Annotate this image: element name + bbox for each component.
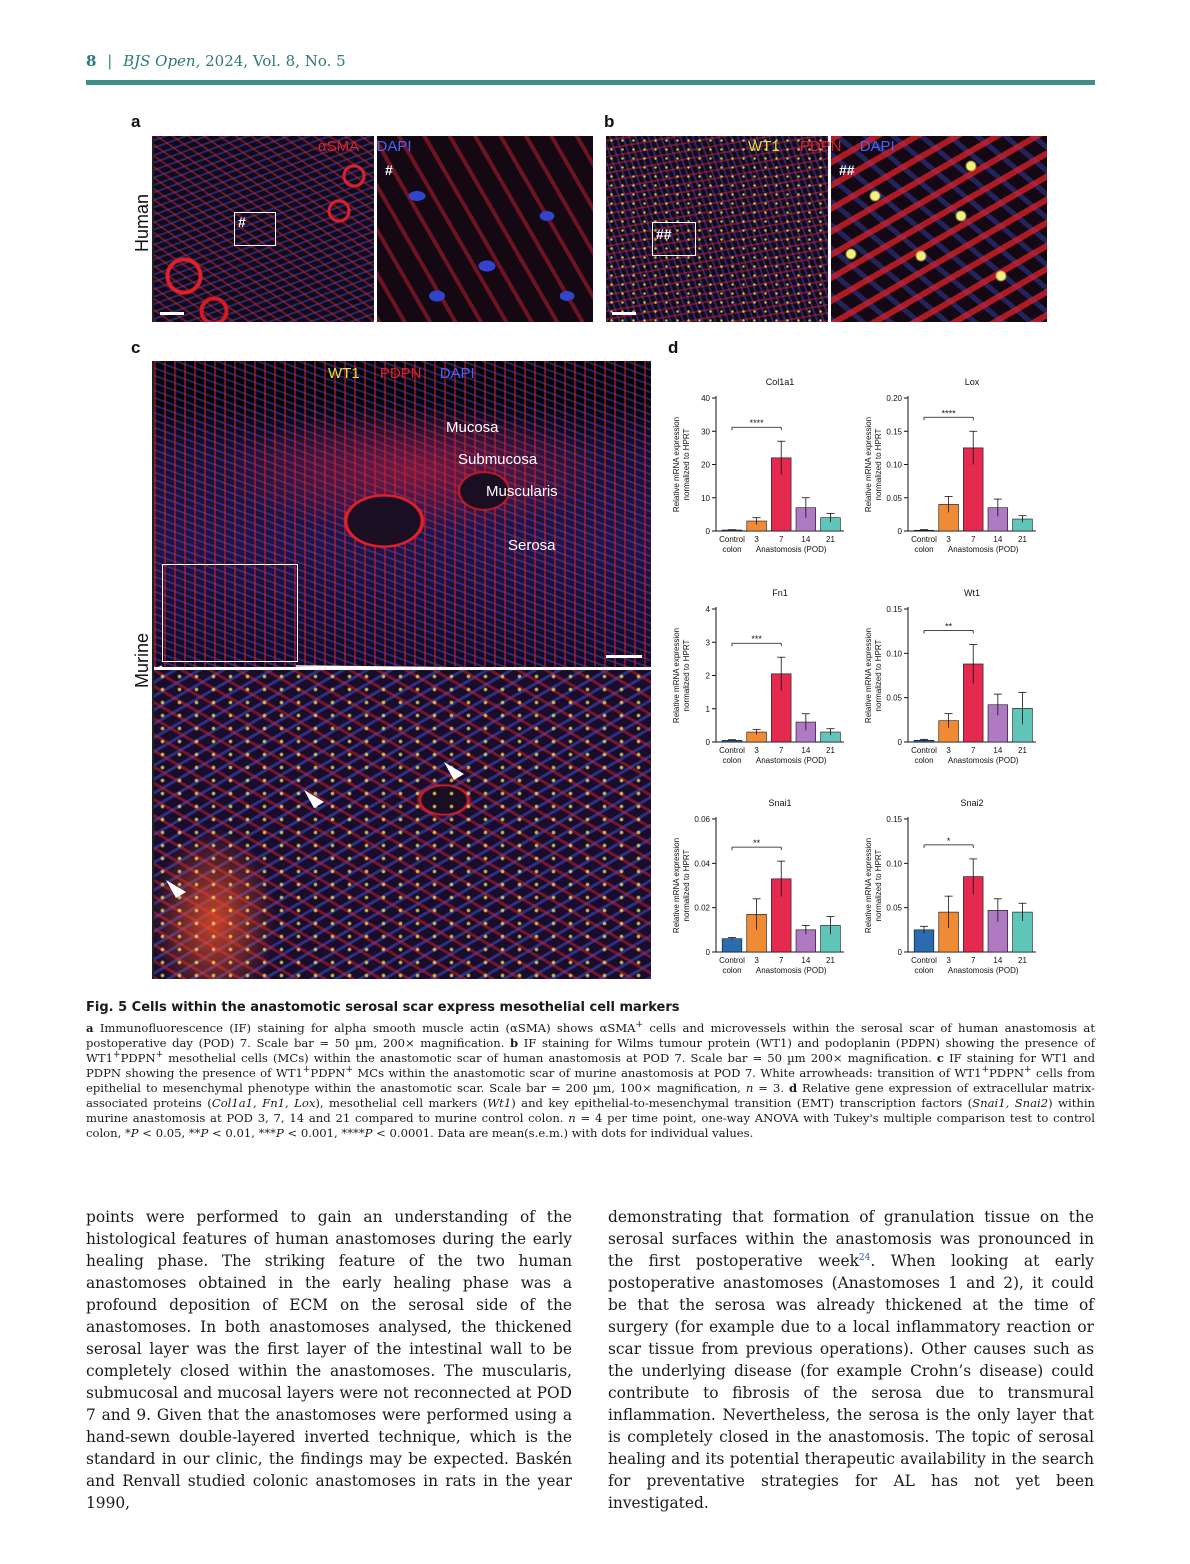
- chart-title: Snai2: [960, 798, 984, 808]
- chart-ytick-label: 30: [701, 427, 710, 437]
- chart-svg: [666, 793, 856, 989]
- arrowhead-1: [304, 790, 324, 808]
- chart-xtick-label: 14: [993, 746, 1003, 755]
- chart-ylabel: [672, 417, 691, 512]
- caption-segment: c: [936, 1051, 944, 1065]
- chart-ylabel: [864, 417, 883, 512]
- chart-title: Lox: [964, 377, 980, 387]
- caption-segment: Snai1, Snai2: [972, 1096, 1049, 1110]
- chart-xlabel: Anastomosis (POD): [755, 756, 827, 765]
- chart-ylabel-line: normalized to HPRT: [682, 428, 691, 501]
- chart-xtick-label: 14: [993, 535, 1003, 544]
- chart-xtick-label: Control: [911, 746, 937, 755]
- chart-svg: [858, 372, 1048, 568]
- layer-muscularis: Muscularis: [486, 483, 558, 500]
- chart-ylabel: [864, 838, 883, 933]
- chart-xtick-label: 14: [801, 746, 811, 755]
- chart-xtick-label: 21: [1018, 535, 1027, 544]
- chart-ytick-label: 2: [705, 671, 710, 681]
- caption-segment: +: [113, 1050, 121, 1061]
- caption-segment: Immunofluorescence (IF) staining for alpha smooth muscle actin (αSMA) shows αSMA: [93, 1021, 636, 1035]
- chart-ytick-label: 1: [705, 704, 710, 714]
- chart-ylabel-line: normalized to HPRT: [682, 639, 691, 712]
- caption-segment: +: [1024, 1065, 1032, 1076]
- arrowhead-3: [166, 880, 186, 898]
- chart-significance: ****: [941, 408, 956, 419]
- chart-xtick-label: Control: [911, 956, 937, 965]
- chart-xtick-label: 21: [1018, 956, 1027, 965]
- caption-segment: P: [130, 1126, 139, 1140]
- chart-ylabel: [672, 838, 691, 933]
- body-paragraph-left: points were performed to gain an understanding of the histological features of human anastomoses during the early healing phase. The striking feature of the two human anastomoses obtained in the early healing phase was a profound deposition of ECM on the serosal side of the anastomoses. In both anastomoses analysed, the thickened serosal layer was the first layer of the intestinal wall to be completely closed within the anastomoses. The muscularis, submucosal and mucosal layers were not reconnected at POD 7 and 9. Given that the anastomoses were performed using a hand-sewn double-layered inverted technique, which is the standard in our clinic, the findings may be expected. Baskén and Renvall studied colonic anastomoses in rats in the year 1990,: [86, 1208, 572, 1512]
- roi-mark-b: ##: [656, 226, 672, 242]
- chart-xtick-label: Control: [719, 956, 745, 965]
- caption-segment: = 4 per time point, one-way ANOVA with Tukey's multiple comparison test to control colon, *: [86, 1111, 1095, 1140]
- caption-segment: = 3.: [753, 1081, 789, 1095]
- chart-ytick-label: 0: [705, 948, 710, 957]
- chart-ytick-label: 0.10: [886, 859, 902, 869]
- panel-b-label: b: [604, 112, 615, 131]
- chart-ylabel-line: Relative mRNA expression: [672, 837, 681, 934]
- panel-a-channels: [318, 138, 412, 155]
- human-row-label: Human: [132, 193, 152, 252]
- channel-asma: αSMA: [318, 138, 359, 155]
- chart-ylabel-line: Relative mRNA expression: [672, 627, 681, 724]
- panel-c-channels: [328, 365, 475, 382]
- caption-segment: b: [510, 1036, 519, 1050]
- chart-ytick-label: 0: [897, 948, 902, 957]
- chart-xtick-label: 7: [971, 746, 976, 755]
- chart-title: Wt1: [963, 588, 981, 598]
- chart-xtick-label: 14: [801, 956, 811, 965]
- caption-segment: ), mesothelial cell markers (: [315, 1096, 488, 1110]
- chart-xtick-label: colon: [914, 756, 934, 765]
- chart-svg: [858, 793, 1048, 989]
- chart-ylabel: [864, 628, 883, 723]
- roi-mark-a: #: [238, 214, 246, 230]
- caption-segment: +: [155, 1050, 164, 1061]
- scale-bar-b: [612, 312, 636, 315]
- chart-xtick-label: 7: [779, 956, 784, 965]
- chart-ytick-label: 0.15: [886, 815, 902, 824]
- caption-segment: a: [86, 1021, 94, 1035]
- chart-xtick-label: colon: [722, 966, 742, 975]
- chart-xtick-label: 21: [1018, 746, 1027, 755]
- chart-bar: [722, 939, 742, 952]
- chart-xtick-label: colon: [722, 756, 742, 765]
- arrowheads: [154, 670, 651, 979]
- chart-ylabel: [672, 628, 691, 723]
- caption-segment: n: [568, 1111, 576, 1125]
- panel-b-zoom-image: [831, 136, 1047, 322]
- chart-xtick-label: 3: [946, 746, 951, 755]
- citation-24[interactable]: 24: [858, 1252, 871, 1263]
- chart-ytick-label: 0: [705, 527, 710, 536]
- channel-dapi-b: DAPI: [859, 138, 895, 155]
- caption-segment: MCs within the anastomotic scar of murine anastomosis at POD 7. White arrowheads: transition of WT1: [352, 1066, 982, 1080]
- panel-a-zoom-image: [377, 136, 593, 322]
- caption-segment: P: [364, 1126, 373, 1140]
- chart-svg: [666, 372, 856, 568]
- chart-ylabel-line: Relative mRNA expression: [864, 416, 873, 513]
- chart-ytick-label: 0.10: [886, 649, 902, 659]
- caption-segment: P: [275, 1126, 284, 1140]
- chart-xtick-label: 7: [971, 956, 976, 965]
- chart-lox: [858, 372, 1048, 568]
- chart-xtick-label: 3: [754, 746, 759, 755]
- chart-ytick-label: 0.10: [886, 460, 902, 470]
- chart-xtick-label: 3: [946, 535, 951, 544]
- chart-xtick-label: 21: [826, 746, 835, 755]
- chart-fn1: [666, 583, 856, 779]
- chart-xtick-label: 7: [779, 535, 784, 544]
- running-header: [86, 52, 346, 70]
- chart-significance: **: [945, 621, 953, 632]
- chart-title: Fn1: [772, 588, 788, 598]
- body-column-left: [86, 1206, 572, 1514]
- panel-c-label: c: [131, 338, 141, 357]
- chart-xtick-label: Control: [911, 535, 937, 544]
- body-right-part2: . When looking at early postoperative anastomoses (Anastomoses 1 and 2), it could be that the serosa was already thickened at the time of surgery (for example due to a local inflammatory reaction or scar tissue from previous operations). Other causes such as the underlying disease (for example Crohn’s disease) could contribute to fibrosis of the serosa due to transmural inflammation. Nevertheless, the serosa is the only layer that is completely closed in the anastomosis. The topic of serosal healing and its potential therapeutic availability in the search for preventative strategies for AL has not yet been investigated.: [608, 1252, 1094, 1512]
- panel-a-label: a: [131, 112, 141, 131]
- header-separator: |: [107, 52, 113, 70]
- figure-caption: [86, 1000, 1095, 1141]
- chart-ytick-label: 20: [701, 460, 710, 470]
- chart-xtick-label: 14: [993, 956, 1003, 965]
- caption-segment: +: [345, 1065, 353, 1076]
- panel-b-overview-image: [606, 136, 828, 322]
- chart-wt1: [858, 583, 1048, 779]
- channel-dapi-a: DAPI: [376, 138, 412, 155]
- murine-row-label: Murine: [132, 632, 152, 688]
- chart-significance: **: [753, 838, 761, 849]
- panel-d-label: d: [668, 338, 679, 357]
- chart-ylabel-line: Relative mRNA expression: [864, 837, 873, 934]
- arrowhead-2: [444, 762, 464, 780]
- chart-ytick-label: 0.04: [694, 859, 710, 869]
- caption-segment: < 0.01, ***: [208, 1126, 276, 1140]
- chart-xtick-label: Control: [719, 535, 745, 544]
- chart-xtick-label: 7: [779, 746, 784, 755]
- journal-name: BJS Open,: [123, 52, 201, 70]
- chart-ytick-label: 0.05: [886, 693, 902, 703]
- chart-ytick-label: 10: [701, 493, 710, 503]
- body-paragraph-right: [608, 1206, 1094, 1514]
- chart-xtick-label: Control: [719, 746, 745, 755]
- caption-segment: < 0.05, **: [138, 1126, 201, 1140]
- caption-segment: ) and key epithelial-to-mesenchymal transition (EMT) transcription factors (: [511, 1096, 973, 1110]
- chart-ytick-label: 0.15: [886, 427, 902, 437]
- caption-segment: Wt1: [487, 1096, 512, 1110]
- scale-bar-a: [160, 312, 184, 315]
- caption-segment: PDPN: [989, 1066, 1025, 1080]
- chart-col1a1: [666, 372, 856, 568]
- chart-ytick-label: 0.20: [886, 394, 902, 403]
- chart-xtick-label: colon: [914, 545, 934, 554]
- chart-ytick-label: 0.05: [886, 903, 902, 913]
- chart-xlabel: Anastomosis (POD): [947, 545, 1019, 554]
- caption-segment: +: [635, 1020, 644, 1031]
- chart-xtick-label: 3: [754, 535, 759, 544]
- channel-wt1-c: WT1: [328, 365, 360, 382]
- caption-segment: < 0.001, ****: [283, 1126, 365, 1140]
- body-right-part1: demonstrating that formation of granulation tissue on the serosal surfaces within the anastomosis was pronounced in the first postoperative week: [608, 1208, 1094, 1270]
- chart-ytick-label: 0.06: [694, 815, 710, 824]
- caption-segment: +: [302, 1065, 311, 1076]
- chart-xtick-label: colon: [914, 966, 934, 975]
- header-rule: [86, 80, 1095, 85]
- journal-details: 2024, Vol. 8, No. 5: [205, 52, 346, 70]
- chart-ylabel-line: Relative mRNA expression: [672, 416, 681, 513]
- zoom-mark-a: #: [385, 162, 393, 178]
- caption-segment: ) within murine anastomosis at POD 3, 7, 14 and 21 compared to murine control colon.: [86, 1096, 1095, 1125]
- channel-pdpn-b: PDPN: [799, 138, 842, 155]
- chart-ylabel-line: normalized to HPRT: [874, 428, 883, 501]
- caption-title: Fig. 5 Cells within the anastomotic serosal scar express mesothelial cell markers: [86, 1000, 680, 1015]
- chart-ytick-label: 40: [701, 394, 710, 403]
- panel-a-overview-image: [154, 136, 374, 322]
- channel-dapi-c: DAPI: [439, 365, 475, 382]
- chart-ylabel-line: normalized to HPRT: [874, 849, 883, 922]
- caption-segment: cells from epithelial to mesenchymal phenotype within the anastomotic scar. Scale bar = 200 µm, 100× magnification,: [86, 1066, 1095, 1095]
- chart-ytick-label: 0: [897, 738, 902, 747]
- chart-xtick-label: colon: [722, 545, 742, 554]
- caption-segment: PDPN: [310, 1066, 346, 1080]
- scale-bar-c: [606, 655, 642, 658]
- chart-ytick-label: 0.15: [886, 605, 902, 614]
- panel-b-channels: [748, 138, 895, 155]
- body-column-right: [608, 1206, 1094, 1514]
- chart-xtick-label: 21: [826, 956, 835, 965]
- chart-ytick-label: 0: [705, 738, 710, 747]
- chart-title: Snai1: [768, 798, 792, 808]
- chart-ylabel-line: Relative mRNA expression: [864, 627, 873, 724]
- caption-segment: cells and microvessels within the serosal scar of human anastomosis at postoperative day (POD) 7. Scale bar = 50 µm, 200× magnification.: [86, 1021, 1096, 1050]
- chart-significance: ****: [749, 418, 764, 429]
- chart-svg: [666, 583, 856, 779]
- caption-segment: IF staining for WT1 and PDPN showing the presence of WT1: [86, 1051, 1095, 1080]
- caption-body: [86, 1021, 1095, 1140]
- chart-xlabel: Anastomosis (POD): [947, 756, 1019, 765]
- chart-ytick-label: 4: [705, 605, 710, 614]
- panel-c-overview-image: [154, 361, 651, 667]
- caption-segment: PDPN: [120, 1051, 156, 1065]
- chart-xlabel: Anastomosis (POD): [947, 966, 1019, 975]
- chart-title: Col1a1: [765, 377, 795, 387]
- caption-segment: Col1a1, Fn1, Lox: [211, 1096, 316, 1110]
- chart-significance: ***: [751, 634, 762, 645]
- caption-segment: n: [745, 1081, 754, 1095]
- chart-ylabel-line: normalized to HPRT: [682, 849, 691, 922]
- page-number: 8: [86, 52, 97, 70]
- channel-wt1-b: WT1: [748, 138, 780, 155]
- chart-xtick-label: 21: [826, 535, 835, 544]
- chart-snai1: [666, 793, 856, 989]
- chart-xtick-label: 3: [946, 956, 951, 965]
- chart-xtick-label: 7: [971, 535, 976, 544]
- chart-ylabel-line: normalized to HPRT: [874, 639, 883, 712]
- caption-segment: < 0.0001. Data are mean(s.e.m.) with dots for individual values.: [372, 1126, 754, 1140]
- panel-c-zoom-image: [154, 670, 651, 979]
- layer-submucosa: Submucosa: [458, 451, 538, 468]
- zoom-mark-b: ##: [839, 162, 855, 178]
- layer-serosa: Serosa: [508, 537, 556, 554]
- chart-xtick-label: 3: [754, 956, 759, 965]
- chart-ytick-label: 0.02: [694, 903, 710, 913]
- chart-ytick-label: 0: [897, 527, 902, 536]
- chart-ytick-label: 3: [705, 638, 710, 648]
- caption-segment: Relative gene expression of extracellular matrix-associated proteins (: [86, 1081, 1095, 1110]
- chart-snai2: [858, 793, 1048, 989]
- chart-svg: [858, 583, 1048, 779]
- chart-xlabel: Anastomosis (POD): [755, 966, 827, 975]
- caption-segment: IF staining for Wilms tumour protein (WT1) and podoplanin (PDPN) showing the presence of WT1: [86, 1036, 1095, 1065]
- caption-segment: P: [200, 1126, 209, 1140]
- caption-segment: +: [981, 1065, 989, 1076]
- roi-box-c: [162, 564, 298, 662]
- caption-segment: mesothelial cells (MCs) within the anastomotic scar of human anastomosis at POD 7. Scale bar = 50 µm 200× magnification.: [163, 1051, 937, 1065]
- chart-xtick-label: 14: [801, 535, 811, 544]
- channel-pdpn-c: PDPN: [379, 365, 422, 382]
- layer-mucosa: Mucosa: [446, 419, 499, 436]
- chart-significance: *: [946, 835, 951, 846]
- chart-ytick-label: 0.05: [886, 493, 902, 503]
- chart-xlabel: Anastomosis (POD): [755, 545, 827, 554]
- caption-segment: d: [788, 1081, 798, 1095]
